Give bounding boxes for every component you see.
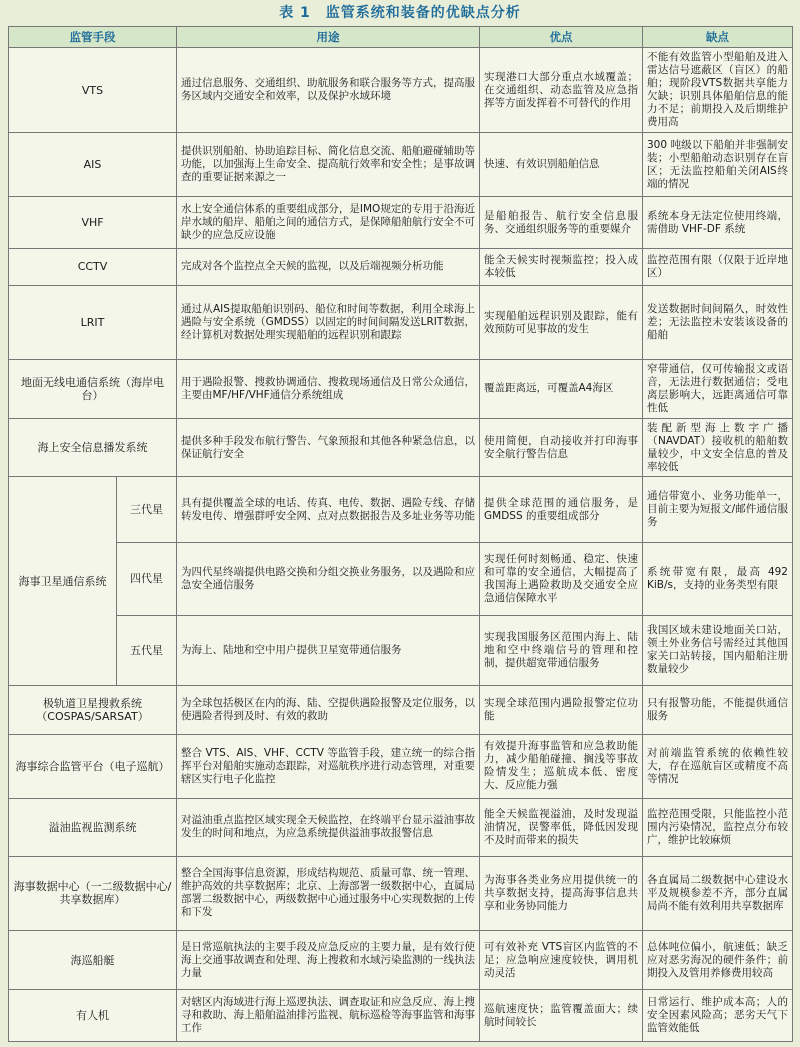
table-row — [9, 285, 793, 359]
cons-cell: 各直属局二级数据中心建设水平及规模参差不齐，部分直属局尚不能有效利用共享数据库 — [643, 856, 793, 930]
use-cell: 为海上、陆地和空中用户提供卫星宽带通信服务 — [177, 615, 480, 685]
table-row — [9, 418, 793, 477]
table-title: 表 1 监管系统和装备的优缺点分析 — [279, 5, 521, 21]
table-row — [9, 543, 793, 615]
use-cell: 对辖区内海域进行海上巡逻执法、调查取证和应急反应、海上搜寻和救助、海上船舶溢油排污监视、航标巡检等海事监管和海事工作 — [177, 990, 480, 1042]
cons-cell: 系统带宽有限，最高 492 KiB/s，支持的业务类型有限 — [643, 543, 793, 615]
table-row — [9, 734, 793, 798]
table-row — [9, 477, 793, 543]
method-name: LRIT — [9, 285, 177, 359]
method-name: VHF — [9, 197, 177, 249]
method-name: 溢油监视监测系统 — [9, 798, 177, 856]
cons-cell: 我国区域未建设地面关口站，领土外业务信号需经过其他国家关口站转接，国内船舶注册数量较少 — [643, 615, 793, 685]
table-row — [9, 360, 793, 419]
table-row — [9, 197, 793, 249]
use-cell: 用于遇险报警、搜救协调通信、搜救现场通信及日常公众通信，主要由MF/HF/VHF通信分系统组成 — [177, 360, 480, 419]
use-cell: 是日常巡航执法的主要手段及应急反应的主要力量，是有效行使海上交通事故调查和处理、海上搜救和水域污染监测的一线执法力量 — [177, 930, 480, 990]
pros-cell: 为海事各类业务应用提供统一的共享数据支持，提高海事信息共享和业务协同能力 — [480, 856, 643, 930]
cons-cell: 只有报警功能，不能提供通信服务 — [643, 685, 793, 734]
use-cell: 对溢油重点监控区域实现全天候监控，在终端平台显示溢油事故发生的时间和地点，为应急系统提供溢油事故报警信息 — [177, 798, 480, 856]
table-row — [9, 248, 793, 285]
method-name: 海事数据中心（一二级数据中心/共享数据库） — [9, 856, 177, 930]
use-cell: 整合全国海事信息资源，形成结构规范、质量可靠、统一管理、维护高效的共享数据库；北京、上海部署一级数据中心，直属局部署二级数据中心，两级数据中心通过服务中心实现数据的上传和下发 — [177, 856, 480, 930]
header-pros: 优点 — [480, 27, 643, 48]
pros-cell: 能全天候实时视频监控；投入成本较低 — [480, 248, 643, 285]
generation-name: 三代星 — [117, 477, 177, 543]
method-name: 海事综合监管平台（电子巡航） — [9, 734, 177, 798]
pros-cell: 快速、有效识别船舶信息 — [480, 133, 643, 197]
cons-cell: 系统本身无法定位使用终端，需借助 VHF-DF 系统 — [643, 197, 793, 249]
cons-cell: 发送数据时间间隔久，时效性差；无法监控未安装该设备的船舶 — [643, 285, 793, 359]
pros-cell: 提供全球范围的通信服务，是 GMDSS 的重要组成部分 — [480, 477, 643, 543]
method-name: CCTV — [9, 248, 177, 285]
method-name: 海上安全信息播发系统 — [9, 418, 177, 477]
header-use: 用途 — [177, 27, 480, 48]
table-row — [9, 798, 793, 856]
use-cell: 为四代星终端提供电路交换和分组交换业务服务，以及遇险和应急安全通信服务 — [177, 543, 480, 615]
cons-cell: 监控范围受限，只能监控小范围内污染情况，监控点分布较广，维护比较麻烦 — [643, 798, 793, 856]
cons-cell: 不能有效监管小型船舶及进入雷达信号遮蔽区（盲区）的船舶；现阶段VTS数据共享能力欠缺；识别具体船舶信息的能力不足；前期投入及后期维护费用高 — [643, 48, 793, 133]
header-row — [9, 27, 793, 48]
satellite-group-name: 海事卫星通信系统 — [9, 477, 117, 685]
use-cell: 完成对各个监控点全天候的监视，以及后端视频分析功能 — [177, 248, 480, 285]
pros-cell: 覆盖距离远，可覆盖A4海区 — [480, 360, 643, 419]
cons-cell: 总体吨位偏小，航速低；缺乏应对恶劣海况的硬件条件；前期投入及管用养修费用较高 — [643, 930, 793, 990]
method-name: AIS — [9, 133, 177, 197]
comparison-table — [8, 26, 793, 1042]
method-name: 地面无线电通信系统（海岸电台） — [9, 360, 177, 419]
table-row — [9, 615, 793, 685]
method-name: VTS — [9, 48, 177, 133]
cons-cell: 窄带通信，仅可传输报文或语音，无法进行数据通信；受电离层影响大，远距离通信可靠性低 — [643, 360, 793, 419]
method-name: 有人机 — [9, 990, 177, 1042]
pros-cell: 实现任何时刻畅通、稳定、快速和可靠的安全通信，大幅提高了我国海上遇险救助及交通安全应急通信保障水平 — [480, 543, 643, 615]
pros-cell: 巡航速度快；监管覆盖面大；续航时间较长 — [480, 990, 643, 1042]
method-name: 海巡船艇 — [9, 930, 177, 990]
use-cell: 提供识别船舶、协助追踪目标、简化信息交流、船舶避碰辅助等功能，以加强海上生命安全、提高航行效率和安全性；是事故调查的重要证据来源之一 — [177, 133, 480, 197]
pros-cell: 实现全球范围内遇险报警定位功能 — [480, 685, 643, 734]
cons-cell: 对前端监管系统的依赖性较大，存在巡航盲区或精度不高等情况 — [643, 734, 793, 798]
pros-cell: 能全天候监视溢油，及时发现溢油情况，误警率低，降低因发现不及时而带来的损失 — [480, 798, 643, 856]
header-cons: 缺点 — [643, 27, 793, 48]
pros-cell: 有效提升海事监管和应急救助能力，减少船舶碰撞、搁浅等事故险情发生；巡航成本低、密度大、反应能力强 — [480, 734, 643, 798]
use-cell: 提供多种手段发布航行警告、气象预报和其他各种紧急信息，以保证航行安全 — [177, 418, 480, 477]
table-row — [9, 856, 793, 930]
cons-cell: 日常运行、维护成本高；人的安全因素风险高；恶劣天气下监管效能低 — [643, 990, 793, 1042]
cons-cell: 装配新型海上数字广播（NAVDAT）接收机的船舶数量较少，中文安全信息的普及率较低 — [643, 418, 793, 477]
cons-cell: 通信带宽小、业务功能单一，目前主要为短报文/邮件通信服务 — [643, 477, 793, 543]
header-method: 监管手段 — [9, 27, 177, 48]
method-name: 极轨道卫星搜救系统（COSPAS/SARSAT） — [9, 685, 177, 734]
use-cell: 通过从AIS提取船舶识别码、船位和时间等数据，利用全球海上遇险与安全系统（GMDSS）以固定的时间间隔发送LRIT数据，经计算机对数据处理实现船舶的远程识别和跟踪 — [177, 285, 480, 359]
pros-cell: 实现港口大部分重点水域覆盖；在交通组织、动态监管及应急指挥等方面发挥着不可替代的作用 — [480, 48, 643, 133]
generation-name: 四代星 — [117, 543, 177, 615]
use-cell: 具有提供覆盖全球的电话、传真、电传、数据、遇险专线、存储转发电传、增强群呼安全网、点对点数据报告及多址业务等功能 — [177, 477, 480, 543]
table-row — [9, 930, 793, 990]
cons-cell: 监控范围有限（仅限于近岸地区） — [643, 248, 793, 285]
table-row — [9, 48, 793, 133]
use-cell: 为全球包括极区在内的海、陆、空提供遇险报警及定位服务，以使遇险者得到及时、有效的救助 — [177, 685, 480, 734]
pros-cell: 是船舶报告、航行安全信息服务、交通组织服务等的重要媒介 — [480, 197, 643, 249]
pros-cell: 使用简便，自动接收并打印海事安全航行警告信息 — [480, 418, 643, 477]
use-cell: 通过信息服务、交通组织、助航服务和联合服务等方式，提高服务区域内交通安全和效率，以及保护水域环境 — [177, 48, 480, 133]
pros-cell: 实现船舶远程识别及跟踪，能有效预防可见事故的发生 — [480, 285, 643, 359]
generation-name: 五代星 — [117, 615, 177, 685]
cons-cell: 300 吨级以下船舶并非强制安装；小型船舶动态识别存在盲区；无法监控船舶关闭AIS终端的情况 — [643, 133, 793, 197]
table-row — [9, 133, 793, 197]
use-cell: 水上安全通信体系的重要组成部分，是IMO规定的专用于沿海近岸水域的船岸、船舶之间的通信方式，是保障船舶航行安全不可缺少的应急反应设施 — [177, 197, 480, 249]
table-row — [9, 990, 793, 1042]
pros-cell: 可有效补充 VTS盲区内监管的不足；应急响应速度较快，调用机动灵活 — [480, 930, 643, 990]
pros-cell: 实现我国服务区范围内海上、陆地和空中终端信号的管理和控制，提供超宽带通信服务 — [480, 615, 643, 685]
table-row — [9, 685, 793, 734]
use-cell: 整合 VTS、AIS、VHF、CCTV 等监管手段，建立统一的综合指挥平台对船舶实施动态跟踪，对巡航秩序进行动态管理，对重要辖区实行电子化监控 — [177, 734, 480, 798]
